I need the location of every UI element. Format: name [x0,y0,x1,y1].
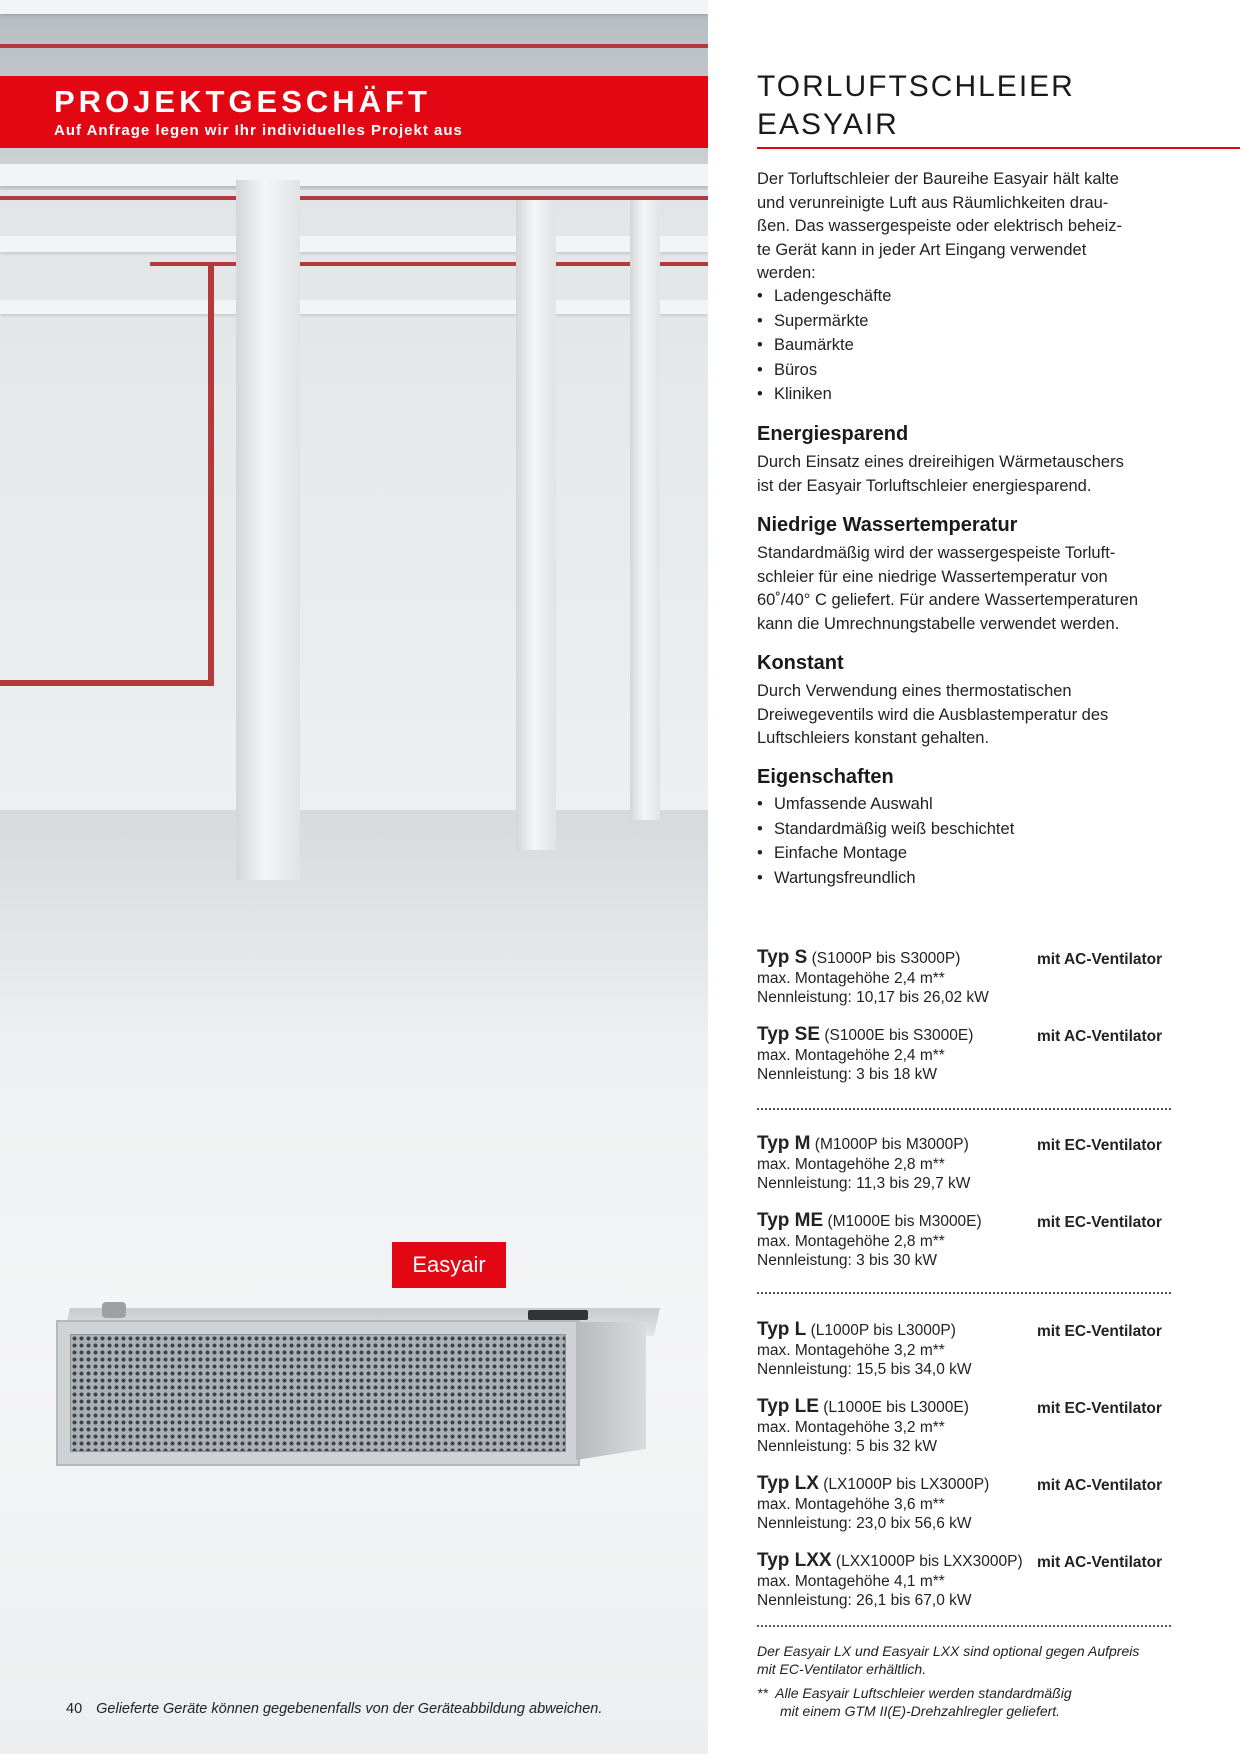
type-block-lx [757,1474,1177,1534]
page-title [757,68,1075,144]
type-block-me [757,1211,1177,1271]
type-fan: mit EC-Ventilator [1037,1214,1162,1231]
intro-bullet-list [757,284,891,407]
type-block-m [757,1134,1177,1194]
air-curtain-vent [528,1310,588,1320]
dotted-divider [757,1108,1171,1110]
type-name: Typ LE [757,1396,819,1417]
type-name: Typ SE [757,1024,820,1045]
intro-line: werden: [757,264,816,282]
dotted-divider [757,1292,1171,1294]
type-height: max. Montagehöhe 4,1 m** [757,1572,945,1590]
list-item: • Standardmäßig weiß beschichtet [757,817,1014,842]
list-item: • Supermärkte [757,309,891,334]
footer-disclaimer: Gelieferte Geräte können gegebenenfalls von der Geräteabbildung abweichen. [96,1701,603,1717]
project-banner [0,76,708,148]
title-rule [757,147,1240,149]
banner-subtitle: Auf Anfrage legen wir Ihr individuelles Projekt aus [54,122,463,139]
section-line: Standardmäßig wird der wassergespeiste Torluft- [757,544,1116,562]
type-power: Nennleistung: 15,5 bis 34,0 kW [757,1361,972,1378]
hall-column [516,200,556,850]
list-item: • Ladengeschäfte [757,284,891,309]
type-power: Nennleistung: 23,0 bix 56,6 kW [757,1515,972,1532]
red-pipe [150,262,708,266]
list-item: • Büros [757,358,891,383]
type-fan: mit AC-Ventilator [1037,1028,1163,1045]
banner-title: PROJEKTGESCHÄFT [54,84,431,119]
note-line: Der Easyair LX und Easyair LXX sind optional gegen Aufpreis [757,1643,1140,1659]
type-range: (M1000P bis M3000P) [814,1136,969,1153]
section-text-energiesparend [757,451,1197,498]
type-name: Typ ME [757,1210,824,1231]
section-title-wassertemperatur: Niedrige Wassertemperatur [757,514,1018,536]
ceiling-beam [0,0,708,14]
ceiling-beam [0,236,708,252]
type-fan: mit EC-Ventilator [1037,1323,1162,1340]
air-curtain-knob [102,1302,126,1318]
page-title-line2: EASYAIR [757,108,899,141]
section-line: Luftschleiers konstant gehalten. [757,729,990,747]
type-power: Nennleistung: 10,17 bis 26,02 kW [757,989,989,1006]
type-height: max. Montagehöhe 2,4 m** [757,1046,945,1064]
hall-floor [0,810,708,1754]
type-range: (L1000E bis L3000E) [823,1399,969,1416]
section-line: Durch Verwendung eines thermostatischen [757,682,1072,700]
hall-column [236,180,300,880]
type-block-s [757,948,1177,1008]
product-label: Easyair [392,1242,506,1288]
type-block-se [757,1025,1177,1085]
intro-line: ßen. Das wassergespeiste oder elektrisch beheiz- [757,217,1123,235]
type-height: max. Montagehöhe 3,2 m** [757,1418,945,1436]
red-pipe [0,196,708,200]
list-item: • Umfassende Auswahl [757,792,1014,817]
type-range: (LXX1000P bis LXX3000P) [835,1553,1023,1570]
section-title-eigenschaften: Eigenschaften [757,766,894,788]
section-line: schleier für eine niedrige Wassertemperatur von [757,567,1108,586]
type-height: max. Montagehöhe 3,2 m** [757,1341,945,1359]
intro-line: und verunreinigte Luft aus Räumlichkeiten drau- [757,193,1109,212]
red-pipe [0,44,708,48]
note-line: mit einem GTM II(E)-Drehzahlregler geliefert. [780,1703,1061,1719]
type-fan: mit EC-Ventilator [1037,1137,1162,1154]
type-power: Nennleistung: 3 bis 18 kW [757,1066,938,1083]
footnote-star [757,1684,1072,1720]
type-fan: mit AC-Ventilator [1037,1554,1163,1571]
list-item: • Einfache Montage [757,841,1014,866]
type-fan: mit AC-Ventilator [1037,951,1163,968]
dotted-divider [757,1625,1171,1627]
type-name: Typ LXX [757,1550,832,1571]
type-fan: mit EC-Ventilator [1037,1400,1162,1417]
type-block-le [757,1397,1177,1457]
air-curtain-side [576,1322,646,1460]
type-name: Typ S [757,947,808,968]
section-line: Dreiwegeventils wird die Ausblastemperatur des [757,705,1109,724]
list-item: • Kliniken [757,382,891,407]
red-pipe [208,262,214,682]
type-fan: mit AC-Ventilator [1037,1477,1163,1494]
section-text-wassertemperatur [757,542,1197,636]
type-power: Nennleistung: 3 bis 30 kW [757,1252,938,1269]
type-block-lxx [757,1551,1177,1611]
type-height: max. Montagehöhe 3,6 m** [757,1495,945,1513]
intro-text [757,168,1197,286]
type-name: Typ L [757,1319,807,1340]
air-curtain-grille [70,1334,566,1452]
type-name: Typ M [757,1133,811,1154]
type-power: Nennleistung: 11,3 bis 29,7 kW [757,1175,971,1192]
type-block-l [757,1320,1177,1380]
section-line: Durch Einsatz eines dreireihigen Wärmetauschers [757,453,1124,471]
intro-line: te Gerät kann in jeder Art Eingang verwendet [757,240,1087,259]
footnote-marker: ** [757,1685,768,1701]
page-title-line1: TORLUFTSCHLEIER [757,70,1075,103]
list-item: • Baumärkte [757,333,891,358]
optional-note [757,1642,1139,1678]
page-number: 40 [66,1701,83,1717]
section-line: kann die Umrechnungstabelle verwendet werden. [757,614,1120,633]
properties-bullet-list [757,792,1014,890]
section-line: ist der Easyair Torluftschleier energiesparend. [757,476,1092,495]
type-name: Typ LX [757,1473,819,1494]
type-range: (M1000E bis M3000E) [827,1213,982,1230]
type-power: Nennleistung: 26,1 bis 67,0 kW [757,1592,972,1609]
type-range: (S1000P bis S3000P) [811,950,961,967]
type-power: Nennleistung: 5 bis 32 kW [757,1438,938,1455]
type-range: (LX1000P bis LX3000P) [823,1476,990,1493]
type-height: max. Montagehöhe 2,4 m** [757,969,945,987]
list-item: • Wartungsfreundlich [757,866,1014,891]
ceiling-beam [0,300,708,314]
section-title-energiesparend: Energiesparend [757,423,909,445]
page-footer [66,1701,602,1717]
section-title-konstant: Konstant [757,652,844,674]
section-line: 60˚/40° C geliefert. Für andere Wassertemperaturen [757,591,1139,609]
type-range: (L1000P bis L3000P) [810,1322,956,1339]
hall-wall [0,190,708,810]
intro-line: Der Torluftschleier der Baureihe Easyair hält kalte [757,170,1119,188]
ceiling-beam [0,164,708,186]
type-range: (S1000E bis S3000E) [824,1027,974,1044]
air-curtain-front [56,1320,580,1466]
note-line: Alle Easyair Luftschleier werden standardmäßig [775,1685,1072,1701]
section-text-konstant [757,680,1197,751]
type-height: max. Montagehöhe 2,8 m** [757,1155,945,1173]
note-line: mit EC-Ventilator erhältlich. [757,1661,927,1677]
type-height: max. Montagehöhe 2,8 m** [757,1232,945,1250]
red-pipe [0,680,214,686]
hall-column [630,200,660,820]
